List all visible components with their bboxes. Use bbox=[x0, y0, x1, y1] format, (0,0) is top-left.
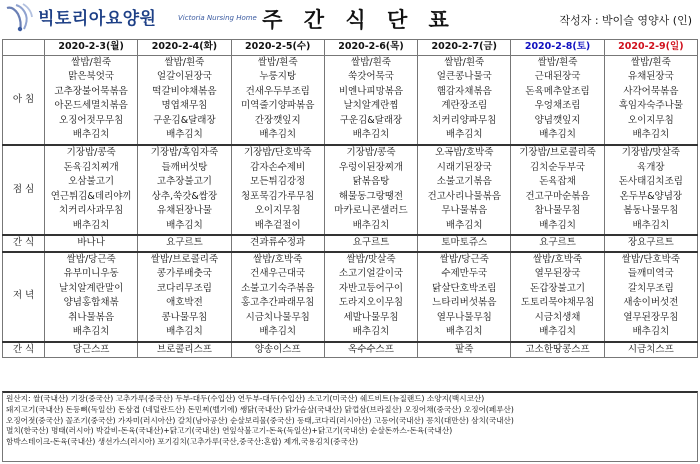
origin-line: 돼지고기(국내산) 돈등뼈(독일산) 돈삼겹 (네덜란드산) 돈민찌(벨기에) 쌩닭(국내산) 닭가슴살(국내산) 닭껍삼(브라질산) 오징어채(중국산) 오징어(페루산) bbox=[6, 404, 514, 414]
snack-cell: 옥수수스프 bbox=[324, 342, 417, 358]
menu-item: 기장밥/단호박죽 bbox=[243, 147, 312, 158]
menu-cell bbox=[418, 145, 511, 235]
menu-item: 열무된장국 bbox=[534, 268, 581, 279]
origin-notice bbox=[2, 391, 698, 462]
weekly-menu-table bbox=[2, 39, 698, 358]
menu-item: 기장밥/브로콜리죽 bbox=[519, 147, 596, 158]
menu-item: 모든튀김강정 bbox=[250, 176, 306, 187]
snack-cell: 브로콜리스프 bbox=[138, 342, 231, 358]
breakfast-row bbox=[3, 55, 698, 145]
snack-cell: 요구르트 bbox=[324, 235, 417, 252]
menu-item: 쌀밥/호박죽 bbox=[533, 253, 583, 265]
corner-cell bbox=[3, 40, 45, 56]
menu-item: 열무된장무침 bbox=[623, 311, 679, 323]
menu-item: 구운김&달래장 bbox=[153, 114, 216, 126]
menu-item: 배추김치 bbox=[166, 326, 203, 337]
menu-item: 배추김치 bbox=[72, 129, 110, 140]
menu-item: 쌀밥/흰죽 bbox=[257, 56, 298, 68]
menu-item: 배추김치 bbox=[632, 326, 670, 337]
menu-cell bbox=[418, 252, 511, 342]
menu-item: 우엉채조림 bbox=[534, 100, 581, 111]
menu-item: 배추김치 bbox=[166, 219, 203, 231]
menu-item: 쌀밥/호박죽 bbox=[253, 253, 303, 265]
menu-item: 배추김치 bbox=[539, 129, 576, 140]
menu-item: 무나물볶음 bbox=[441, 205, 488, 216]
snack-label: 간 식 bbox=[3, 235, 45, 252]
menu-item: 자반고등어구이 bbox=[338, 282, 404, 294]
menu-cell bbox=[45, 252, 138, 342]
menu-cell bbox=[231, 145, 324, 235]
menu-item: 양념홍합채볶 bbox=[63, 297, 119, 308]
menu-item: 흑임자숙주나물 bbox=[618, 100, 683, 111]
menu-cell bbox=[138, 145, 231, 235]
menu-item: 청포묵김가루무침 bbox=[240, 190, 315, 202]
dinner-row bbox=[3, 252, 698, 342]
snack-cell: 토마토쥬스 bbox=[418, 235, 511, 252]
menu-item: 느타리버섯볶음 bbox=[432, 297, 497, 308]
menu-item: 쌀밥/흰죽 bbox=[351, 56, 391, 68]
menu-item: 배추김치 bbox=[445, 129, 483, 140]
menu-cell bbox=[138, 55, 231, 145]
menu-item: 기장밥/콩죽 bbox=[346, 147, 396, 158]
snack-cell: 요구르트 bbox=[138, 235, 231, 252]
menu-item: 감자손수제비 bbox=[250, 161, 306, 173]
menu-item: 배추김치 bbox=[445, 219, 483, 231]
menu-item: 배추김치 bbox=[632, 129, 670, 140]
menu-item: 배추김치 bbox=[72, 326, 110, 337]
menu-item: 소불고기숙주볶음 bbox=[240, 282, 315, 294]
menu-cell bbox=[324, 55, 417, 145]
snack-cell: 바나나 bbox=[45, 235, 138, 252]
menu-item: 맑은북엇국 bbox=[68, 71, 115, 82]
menu-item: 쌀밥/당근죽 bbox=[66, 253, 116, 265]
date-header: 2020-2-8(토) bbox=[511, 40, 604, 56]
menu-item: 상추,쑥갓&쌈장 bbox=[151, 190, 218, 202]
menu-item: 돈사태김치조림 bbox=[618, 176, 683, 187]
menu-item: 취나물볶음 bbox=[68, 311, 115, 323]
menu-cell bbox=[324, 145, 417, 235]
snack-cell: 요구르트 bbox=[511, 235, 604, 252]
menu-item: 소고기얼갈이국 bbox=[338, 268, 404, 279]
menu-item: 도토리묵야채무침 bbox=[520, 297, 595, 308]
menu-item: 연근튀김&데리야끼 bbox=[50, 190, 132, 202]
menu-item: 명엽채무침 bbox=[161, 100, 208, 111]
menu-cell bbox=[324, 252, 417, 342]
menu-cell bbox=[418, 55, 511, 145]
menu-cell bbox=[138, 252, 231, 342]
menu-item: 건새우근대국 bbox=[250, 268, 306, 279]
menu-item: 오이지무침 bbox=[254, 205, 301, 216]
menu-item: 쌀밥/흰죽 bbox=[537, 56, 578, 68]
menu-item: 배추김치 bbox=[539, 326, 576, 337]
menu-item: 소불고기볶음 bbox=[436, 176, 492, 187]
menu-item: 기장밥/맛살죽 bbox=[621, 147, 680, 158]
menu-item: 건새우두부조림 bbox=[245, 85, 310, 97]
menu-item: 양념깻잎지 bbox=[534, 114, 581, 126]
menu-cell bbox=[604, 252, 697, 342]
menu-item: 누룽지탕 bbox=[259, 71, 297, 82]
menu-item: 배추김치 bbox=[72, 219, 110, 231]
snack-label: 간 식 bbox=[3, 342, 45, 358]
date-header: 2020-2-4(화) bbox=[138, 40, 231, 56]
menu-item: 쌀밥/흰죽 bbox=[71, 56, 112, 68]
menu-item: 쌀밥/흰죽 bbox=[164, 56, 205, 68]
origin-line: 원산지: 쌀(국내산) 기장(중국산) 고추가루(중국산) 두부-대두(수입산) 연두부-대두(수입산) 소고기(미국산) 쉐드비트(뉴질랜드) 소양지(백시코산) bbox=[6, 394, 485, 403]
menu-item: 오곡밥/호박죽 bbox=[435, 147, 494, 158]
date-header: 2020-2-3(월) bbox=[45, 40, 138, 56]
menu-item: 콩나물무침 bbox=[161, 311, 208, 323]
snack-cell: 당근스프 bbox=[45, 342, 138, 358]
menu-item: 배추김치 bbox=[632, 219, 670, 231]
menu-item: 우렁이된장찌개 bbox=[338, 161, 404, 173]
menu-item: 오이지무침 bbox=[627, 114, 674, 126]
menu-item: 시금치나물무침 bbox=[245, 311, 310, 323]
menu-item: 배추김치 bbox=[166, 129, 203, 140]
menu-item: 도라지오이무침 bbox=[338, 297, 404, 308]
menu-item: 배추김치 bbox=[259, 326, 297, 337]
dinner-row-label: 저 녁 bbox=[3, 252, 45, 342]
menu-item: 떡갈비야채볶음 bbox=[152, 85, 217, 97]
menu-item: 배추김치 bbox=[352, 129, 390, 140]
menu-item: 육개장 bbox=[637, 161, 665, 173]
menu-item: 오삼불고기 bbox=[68, 176, 115, 187]
menu-item: 돈육잡채 bbox=[539, 176, 576, 187]
menu-item: 배추겉절이 bbox=[254, 219, 301, 231]
brand-english-name: Victoria Nursing Home bbox=[178, 14, 257, 22]
origin-line: 멸치(한국산) 명태(러시아) 박갈비-돈육(국내산)+닭고기(국내산) 연잎삭불고기-돈육(독일산)+닭고기(국내산) 순살돈까스-돈육(국내산) bbox=[6, 426, 453, 436]
menu-item: 배추김치 bbox=[352, 219, 390, 231]
menu-cell bbox=[45, 55, 138, 145]
menu-item: 날치알계란말이 bbox=[59, 282, 124, 294]
date-header: 2020-2-7(금) bbox=[418, 40, 511, 56]
brand-name: 빅토리아요양원 bbox=[38, 9, 157, 29]
snack-cell: 시금치스프 bbox=[604, 342, 697, 358]
menu-item: 고추장불어묵볶음 bbox=[54, 85, 128, 97]
menu-item: 시래기된장국 bbox=[436, 161, 492, 173]
menu-cell bbox=[511, 55, 604, 145]
origin-line: 함박스테이크-돈육(국내산) 생선가스(러시아) 포기김치(고추가루(국산,중국산:혼합) 제개,국용김치(중국산) bbox=[6, 437, 359, 447]
lunch-row-label: 점 심 bbox=[3, 145, 45, 235]
breakfast-row-label: 아 침 bbox=[3, 55, 45, 145]
menu-item: 비엔나피망볶음 bbox=[338, 85, 404, 97]
menu-item: 쌀밥/맛살죽 bbox=[346, 253, 396, 265]
menu-item: 닭살단호박조림 bbox=[432, 282, 497, 294]
menu-item: 배추김치 bbox=[259, 129, 297, 140]
menu-item: 열무나물무침 bbox=[436, 311, 492, 323]
menu-item: 날치알계란찜 bbox=[343, 100, 399, 111]
menu-item: 아몬드세멸치볶음 bbox=[54, 100, 128, 111]
menu-item: 쌀밥/흰죽 bbox=[630, 56, 671, 68]
menu-item: 치커리양파무침 bbox=[432, 114, 497, 126]
menu-item: 간장깻잎지 bbox=[254, 114, 301, 126]
menu-item: 애호박전 bbox=[166, 297, 203, 308]
menu-item: 치커리사과무침 bbox=[59, 205, 124, 216]
menu-item: 들깨미역국 bbox=[627, 268, 674, 279]
date-header: 2020-2-6(목) bbox=[324, 40, 417, 56]
menu-item: 새송이버섯전 bbox=[623, 297, 679, 308]
menu-item: 쌀밥/단호박죽 bbox=[621, 253, 680, 265]
lunch-row bbox=[3, 145, 698, 235]
menu-item: 수제만두국 bbox=[441, 268, 488, 279]
date-header-row bbox=[3, 40, 698, 56]
menu-item: 기장밥/흑임자죽 bbox=[150, 147, 219, 158]
menu-item: 돈갑장불고기 bbox=[530, 282, 586, 294]
author-line: 작성자 : 박이슬 영양사 (인) bbox=[559, 14, 692, 27]
menu-item: 쌀밥/브로콜리죽 bbox=[150, 253, 219, 265]
origin-line: 오징어젓(중국산) 꼴조기(중국산) 가자미(러시아산) 갈치(남아공산) 순살보리물(중국산) 동태,코다리(러시아산) 고등어(국내산) 꽁치(대만산) 삼치(국내산) bbox=[6, 415, 514, 425]
menu-item: 계란장조림 bbox=[441, 100, 488, 111]
menu-item: 유채된장국 bbox=[627, 71, 674, 82]
menu-cell bbox=[604, 55, 697, 145]
menu-item: 들깨버섯탕 bbox=[161, 161, 208, 173]
dinner-snack-row bbox=[3, 342, 698, 358]
menu-item: 햄감자채볶음 bbox=[436, 85, 492, 97]
menu-item: 구운김&달래장 bbox=[339, 114, 403, 126]
menu-item: 참나물무침 bbox=[534, 205, 581, 216]
snack-cell: 양송이스프 bbox=[231, 342, 324, 358]
menu-cell bbox=[511, 145, 604, 235]
menu-item: 오징어젓무무침 bbox=[59, 114, 124, 126]
menu-item: 온두부&양념장 bbox=[619, 190, 683, 202]
menu-item: 건고구마순볶음 bbox=[525, 190, 590, 202]
menu-item: 배추김치 bbox=[445, 326, 483, 337]
menu-item: 배추김치 bbox=[539, 219, 576, 231]
menu-item: 세발나물무침 bbox=[343, 311, 399, 323]
snack-cell: 팥죽 bbox=[418, 342, 511, 358]
snack-cell: 견과류수정과 bbox=[231, 235, 324, 252]
menu-item: 기장밥/콩죽 bbox=[66, 147, 116, 158]
menu-cell bbox=[511, 252, 604, 342]
menu-item: 건고사리나물볶음 bbox=[427, 190, 501, 202]
menu-item: 콩가루배춧국 bbox=[156, 268, 212, 279]
menu-cell bbox=[231, 55, 324, 145]
menu-item: 배추김치 bbox=[352, 326, 390, 337]
menu-item: 갈치무조림 bbox=[627, 282, 674, 294]
lunch-snack-row bbox=[3, 235, 698, 252]
header bbox=[0, 0, 700, 38]
menu-item: 봄동나물무침 bbox=[623, 205, 679, 216]
menu-item: 마카로니콘샐러드 bbox=[334, 205, 408, 216]
menu-item: 코다리무조림 bbox=[156, 282, 212, 294]
menu-cell bbox=[45, 145, 138, 235]
menu-cell bbox=[604, 145, 697, 235]
page-title: 주 간 식 단 표 bbox=[262, 8, 456, 32]
menu-item: 얼갈이된장국 bbox=[156, 71, 212, 82]
menu-item: 돈육메추알조림 bbox=[525, 85, 590, 97]
menu-item: 시금치생채 bbox=[534, 311, 581, 323]
menu-item: 유부미니우동 bbox=[63, 268, 119, 279]
menu-item: 유채된장나물 bbox=[156, 205, 212, 216]
date-header: 2020-2-9(일) bbox=[604, 40, 697, 56]
snack-cell: 장요구르트 bbox=[604, 235, 697, 252]
snack-cell: 고소한땅콩스프 bbox=[511, 342, 604, 358]
date-header: 2020-2-5(수) bbox=[231, 40, 324, 56]
menu-item: 돈육김치찌개 bbox=[63, 161, 119, 173]
menu-item: 쑥갓어묵국 bbox=[348, 71, 394, 82]
menu-item: 얼큰콩나물국 bbox=[436, 71, 492, 82]
menu-item: 사각어묵볶음 bbox=[623, 85, 679, 97]
menu-item: 김치순두부국 bbox=[530, 161, 586, 173]
menu-item: 미역줄기양파볶음 bbox=[240, 100, 315, 111]
menu-item: 고추장불고기 bbox=[156, 176, 212, 187]
menu-item: 닭볶음탕 bbox=[352, 176, 390, 187]
menu-cell bbox=[231, 252, 324, 342]
menu-item: 쌀밥/흰죽 bbox=[444, 56, 485, 68]
menu-item: 홍고추간파래무침 bbox=[240, 297, 315, 308]
menu-item: 해물동그랑땡전 bbox=[338, 190, 404, 202]
menu-item: 근대된장국 bbox=[534, 71, 581, 82]
menu-item: 쌀밥/당근죽 bbox=[439, 253, 489, 265]
